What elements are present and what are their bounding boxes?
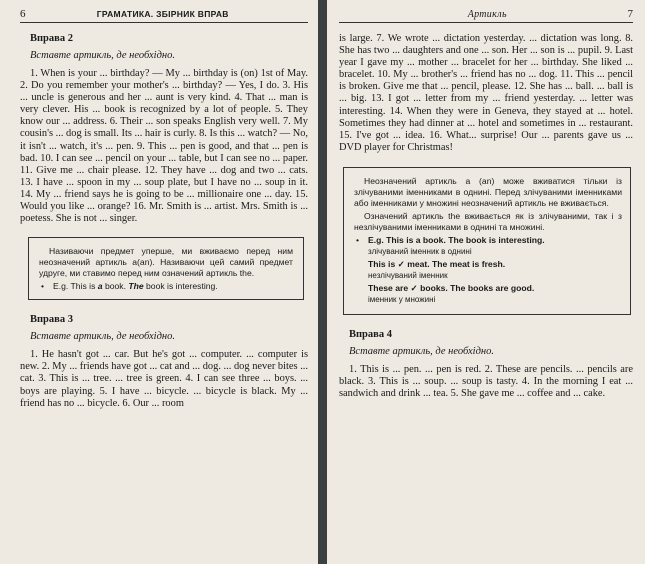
exercise-instruction: Вставте артикль, де необхідно.: [30, 50, 175, 61]
eg-prefix: E.g.: [53, 281, 69, 292]
left-page: [0, 0, 318, 564]
exercise-text: 1. He hasn't got ... car. But he's got ... computer. ... computer is new. 2. My ... friends have got ... cat and ... dog. ... dog never bites ... cat. 3. This is ... tree. ... tree is green. 4. I can see three ... boys. ... boys are playing. 5. I have ... bicycle. ... bicycle is black. My ... friend has no ... bicycle. 6. Our ... room: [20, 349, 308, 409]
running-head: ГРАМАТИКА. ЗБІРНИК ВПРАВ: [96, 9, 229, 19]
rule-text: Означений артикль the вживається як із злічуваними, так і з незлічуваними іменниками в однині та множині.: [354, 210, 622, 232]
running-head: Артикль: [467, 9, 507, 20]
example-line: [356, 235, 622, 246]
exercise-title: Вправа 4: [349, 328, 392, 340]
left-page-header: [20, 8, 308, 23]
exercise-text: 1. This is ... pen. ... pen is red. 2. These are pencils. ... pencils are black. 3. This is ... soup. ... soup is tasty. 4. In the morning I eat ... sandwich and drink ... tea. 5. She gave me ... coffee and ... cake.: [339, 363, 633, 400]
example-text: [53, 281, 218, 292]
example-note: злічуваний іменник в однині: [368, 246, 472, 256]
example-text: E.g. This is a book. The book is interesting.: [368, 234, 545, 245]
example-note: незлічуваний іменник: [368, 270, 448, 280]
eg-article-a: a: [97, 281, 103, 292]
exercise-instruction: Вставте артикль, де необхідно.: [30, 331, 175, 343]
exercise-title: Вправа 3: [30, 314, 73, 326]
eg-part: book is interesting.: [146, 281, 218, 292]
page-number: 7: [627, 8, 633, 20]
right-page-header: [339, 8, 633, 23]
example-line: [41, 281, 293, 292]
bullet-icon: •: [356, 234, 360, 245]
example-note: іменник у множині: [368, 294, 436, 304]
example-text: This is ✓ meat. The meat is fresh.: [368, 258, 506, 269]
eg-part: This is: [70, 281, 96, 292]
right-page: [327, 0, 645, 564]
page-number: 6: [20, 8, 26, 20]
rule-text: Називаючи предмет уперше, ми вживаємо перед ним неозначений артикль a(an). Називаючи цей самий предмет удруге, ми ставимо перед ним означений артикль the.: [39, 246, 293, 279]
exercise-text-continued: is large. 7. We wrote ... dictation yesterday. ... dictation was long. 8. She has two ... daughters and one ... son. Her ... son is ... pupil. 9. Last year I gave my ... mother ... bracelet for her ... birthday. She liked ... bracelet. 10. My ... brother's ... friend has no ... dog. 11. This ... pencil is broken. Give me that ... pencil, please. 12. She has ... ball. ... ball is ... big. 13. I got ... letter from my ... friend yesterday. ... letter was interesting. 14. When they were in Geneva, they stayed at ... hotel. Sometimes they had dinner at ... hotel and sometimes in ... restaurant. 15. I've got ... idea. 16. What... surprise! Our ... parents gave us ... DVD player for Christmas!: [339, 33, 633, 153]
exercise-text: 1. When is your ... birthday? — My ... birthday is (on) 1st of May. 2. Do you remember your mother's ... birthday? — Yes, I do. 3. His ... uncle is generous and her ... aunt is very kind. 4. That ... man is very clever. His ... book is recognized by a lot of people. 5. They know our ... address. 6. Their ... son speaks English very well. 7. My cousin's ... dog is small. Its ... hair is curly. 8. Is this ... watch? — No, it isn't ... watch, it's ... pen. 9. This ... pen is good, and that ... pen is bad. 10. I can see ... pencil on your ... table, but I can see no ... paper. 11. Give me ... chair please. 12. They have ... dog and two ... cats. 13. I have ... spoon in my ... soup plate, but I have no ... soup in it. 14. My ... friend says he is going to be ... millionaire one ... day. 15. Would you like ... orange? 16. Mr. Smith is ... artist. Mrs. Smith is ... poetess. She is not ... singer.: [20, 68, 308, 225]
exercise-instruction: Вставте артикль, де необхідно.: [349, 345, 494, 357]
example-text: These are ✓ books. The books are good.: [368, 282, 535, 293]
book-gutter: [318, 0, 327, 564]
grammar-rule-box: [28, 237, 304, 300]
exercise-title: Вправа 2: [30, 33, 73, 44]
rule-text: Неозначений артикль a (an) може вживатися тільки із злічуваними іменниками в однині. Перед злічуваними іменниками або іменниками у множині неозначений артикль не вживається.: [354, 175, 622, 208]
grammar-rule-box: [343, 167, 631, 315]
eg-article-the: The: [128, 281, 144, 292]
eg-part: book.: [104, 281, 126, 292]
bullet-icon: •: [41, 281, 45, 292]
